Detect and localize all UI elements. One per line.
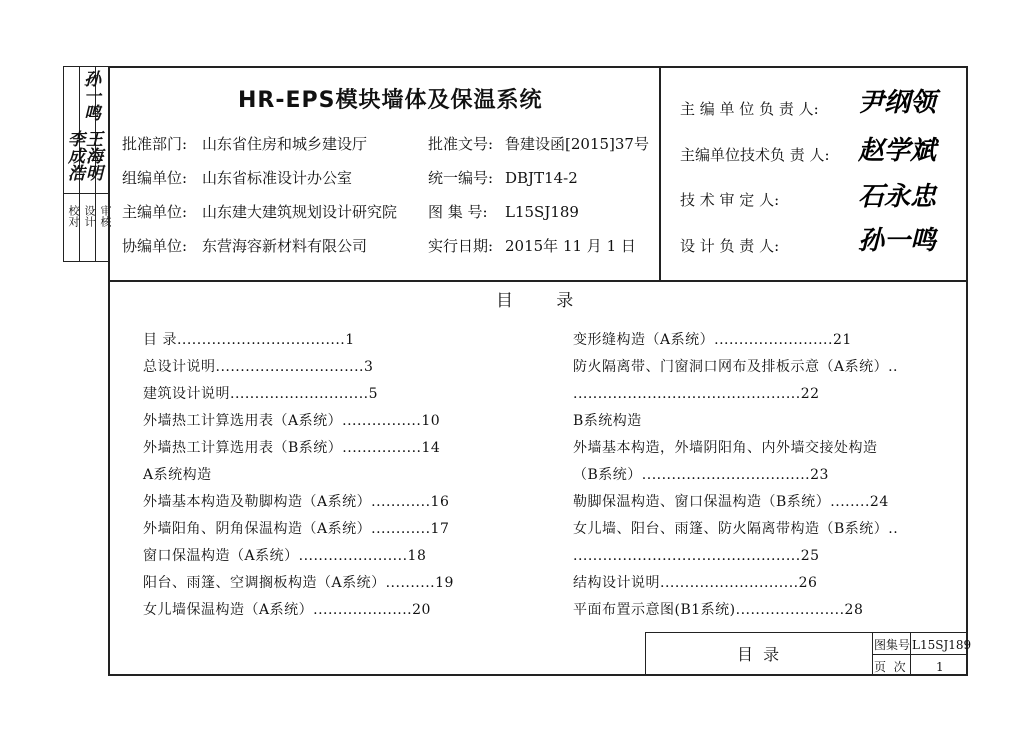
tech-reviewer-label: 技 术 审 定 人:: [680, 191, 780, 209]
chief-tech-head-label: 主编单位技术负 责 人:: [680, 146, 830, 164]
side-signature-2: 李成浩: [64, 130, 84, 181]
header-divider: [108, 280, 968, 282]
approval-dept-value: 山东省住房和城乡建设厅: [202, 135, 368, 153]
toc-item[interactable]: 女儿墙保温构造（A系统）....................20: [143, 602, 431, 618]
side-signature-1: 孙一鸣: [80, 70, 100, 121]
title-block-set-value: L15SJ189: [912, 638, 972, 652]
title-block-page-value: 1: [936, 660, 944, 674]
design-head-signature: 孙一鸣: [858, 226, 937, 256]
title-block-name: 目 录: [737, 645, 780, 664]
toc-item[interactable]: 结构设计说明............................26: [573, 575, 818, 591]
effective-date-label: 实行日期:: [428, 237, 494, 255]
title-block-set-label: 图集号: [874, 638, 911, 652]
toc-item-continuation[interactable]: ..............................................25: [573, 548, 820, 564]
toc-section-heading: B系统构造: [573, 413, 642, 429]
toc-section-heading: A系统构造: [143, 467, 212, 483]
toc-item[interactable]: 外墙热工计算选用表（B系统）................14: [143, 440, 441, 456]
toc-item[interactable]: 外墙热工计算选用表（A系统）................10: [143, 413, 441, 429]
toc-item[interactable]: 平面布置示意图(B1系统)......................28: [573, 602, 864, 618]
tech-reviewer-signature: 石永忠: [858, 182, 937, 212]
approval-dept-label: 批准部门:: [122, 135, 188, 153]
toc-item-continuation[interactable]: ..............................................22: [573, 386, 820, 402]
chief-unit-value: 山东建大建筑规划设计研究院: [202, 203, 398, 221]
header-vertical-divider: [659, 66, 661, 280]
side-label-review: 审核: [99, 205, 112, 227]
atlas-no-value: L15SJ189: [505, 203, 579, 221]
chief-unit-label: 主编单位:: [122, 203, 188, 221]
side-label-design: 设计: [83, 205, 96, 227]
toc-item[interactable]: 变形缝构造（A系统）........................21: [573, 332, 852, 348]
chief-unit-head-label: 主 编 单 位 负 责 人:: [680, 100, 819, 118]
chief-tech-head-signature: 赵学斌: [858, 136, 937, 166]
toc-item[interactable]: 建筑设计说明............................5: [143, 386, 379, 402]
toc-item[interactable]: 阳台、雨篷、空调搁板构造（A系统）..........19: [143, 575, 454, 591]
approval-no-value: 鲁建设函[2015]37号: [505, 135, 649, 153]
design-head-label: 设 计 负 责 人:: [680, 237, 780, 255]
side-label-check: 校对: [67, 205, 80, 227]
toc-heading: 目 录: [496, 291, 574, 311]
toc-item[interactable]: 外墙阳角、阴角保温构造（A系统）............17: [143, 521, 450, 537]
unified-no-value: DBJT14-2: [505, 169, 578, 187]
toc-item[interactable]: 总设计说明..............................3: [143, 359, 374, 375]
atlas-no-label: 图 集 号:: [428, 203, 488, 221]
toc-item[interactable]: 防火隔离带、门窗洞口网布及排板示意（A系统）..: [573, 359, 899, 375]
chief-unit-head-signature: 尹纲领: [858, 88, 937, 118]
toc-item[interactable]: 外墙基本构造，外墙阴阳角、内外墙交接处构造: [573, 440, 878, 456]
toc-item[interactable]: 勒脚保温构造、窗口保温构造（B系统）........24: [573, 494, 889, 510]
effective-date-value: 2015年 11 月 1 日: [505, 237, 636, 255]
approval-no-label: 批准文号:: [428, 135, 494, 153]
toc-item[interactable]: 外墙基本构造及勒脚构造（A系统）............16: [143, 494, 450, 510]
co-unit-label: 协编单位:: [122, 237, 188, 255]
unified-no-label: 统一编号:: [428, 169, 494, 187]
toc-item[interactable]: 女儿墙、阳台、雨篷、防火隔离带构造（B系统）..: [573, 521, 899, 537]
title-block-page-label: 页 次: [874, 660, 906, 674]
toc-item[interactable]: 窗口保温构造（A系统）......................18: [143, 548, 427, 564]
side-signature-3: 王海明: [82, 130, 102, 181]
toc-item-continuation[interactable]: （B系统）..................................23: [573, 467, 829, 483]
co-unit-value: 东营海容新材料有限公司: [202, 237, 368, 255]
toc-item[interactable]: 目 录..................................1: [143, 332, 355, 348]
compile-unit-value: 山东省标准设计办公室: [202, 169, 353, 187]
document-title: HR-EPS模块墙体及保温系统: [238, 88, 543, 113]
compile-unit-label: 组编单位:: [122, 169, 188, 187]
